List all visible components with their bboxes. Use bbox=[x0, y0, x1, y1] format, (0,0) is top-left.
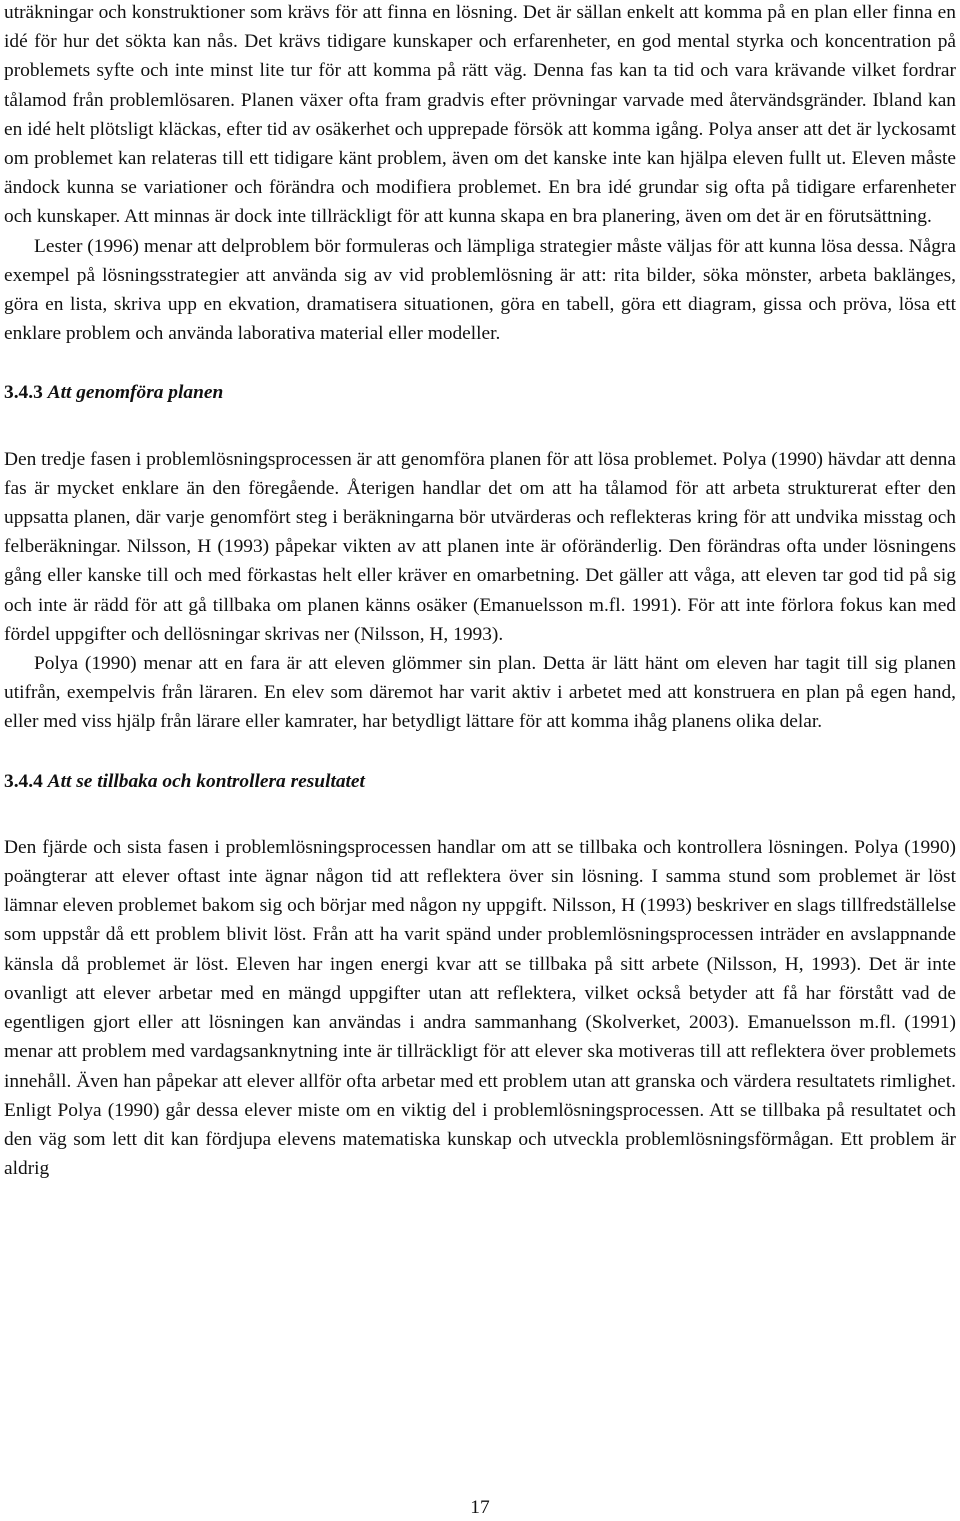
body-paragraph: uträkningar och konstruktioner som krävs för att finna en lösning. Det är sällan enkelt att komma på en plan eller finna en idé för hur det sökta kan nås. Det krävs tidigare kunskaper och erfarenheter, en god mental styrka och koncentration på problemets syfte och inte minst lite tur för att komma på rätt väg. Denna fas kan ta tid och vara krävande vilket fordrar tålamod från problemlösaren. Planen växer ofta fram gradvis efter prövningar varvade med återvändsgränder. Ibland kan en idé helt plötsligt kläckas, efter tid av osäkerhet och upprepade försök att komma igång. Polya anser att det är lyckosamt om problemet kan relateras till ett tidigare känt problem, även om det kanske inte kan hjälpa eleven fullt ut. Eleven måste ändock kunna se variationer och förändra och modifiera problemet. En bra idé grundar sig ofta på tidigare erfarenheter och kunskaper. Att minnas är dock inte tillräckligt för att kunna skapa en bra planering, även om det är en förutsättning. bbox=[4, 2, 956, 228]
section-title: Att genomföra planen bbox=[47, 382, 224, 404]
body-paragraph: Den tredje fasen i problemlösningsprocessen är att genomföra planen för att lösa problemet. Polya (1990) hävdar att denna fas är mycket enklare än den föregående. Återigen handlar det om att ha tålamod för att arbeta strukturerat efter den uppsatta planen, där varje genomfört steg i beräkningarna bör utvärderas och reflekteras kring för att undvika misstag och felberäkningar. Nilsson, H (1993) påpekar vikten av att planen inte är oföränderlig. Den förändras ofta under lösningens gång eller kanske till och med förkastas helt eller kräver en omarbetning. Det gäller att våga, att eleven tar god tid på sig och inte är rädd för att gå tillbaka om planen känns osäker (Emanuelsson m.fl. 1991). För att inte förlora fokus kan med fördel uppgifter och dellösningar skrivas ner (Nilsson, H, 1993). bbox=[4, 448, 956, 645]
body-paragraph: Den fjärde och sista fasen i problemlösningsprocessen handlar om att se tillbaka och kontrollera lösningen. Polya (1990) poängterar att elever oftast inte ägnar någon tid att reflektera över sin lösning. I samma stund som problemet är löst lämnar eleven problemet bakom sig och börjar med någon ny uppgift. Nilsson, H (1993) beskriver en slags tillfredställelse som uppstår då ett problem blivit löst. Från att ha varit spänd under problemlösningsprocessen inträder en avslappnande känsla då problemet är löst. Eleven har ingen energi kvar att se tillbaka på sitt arbete (Nilsson, H, 1993). Det är inte ovanligt att elever arbetar med en mängd uppgifter utan att reflektera, vilket också betyder att få har förstått vad de egentligen gjort eller att lösningen kan användas i andra sammanhang (Skolverket, 2003). Emanuelsson m.fl. (1991) menar att problem med vardagsanknytning inte är tillräckligt för att elever ska motiveras till att reflektera över problemets innehåll. Även han påpekar att elever allför ofta arbetar med ett problem utan att granska och värdera resultatets rimlighet. Enligt Polya (1990) går dessa elever miste om en viktig del i problemlösningsprocessen. Att se tillbaka på resultatet och den väg som lett dit kan fördjupa elevens matematiska kunskap och utveckla problemlösningsförmågan. Ett problem är aldrig bbox=[4, 836, 956, 1180]
section-title: Att se tillbaka och kontrollera resultatet bbox=[47, 770, 365, 792]
section-heading bbox=[4, 378, 956, 407]
section-heading bbox=[4, 767, 956, 796]
section-number: 3.4.3 bbox=[4, 382, 43, 404]
body-paragraph: Lester (1996) menar att delproblem bör formuleras och lämpliga strategier måste väljas för att kunna lösa dessa. Några exempel på lösningsstrategier att använda sig av vid problemlösning är att: rita bilder, söka mönster, arbeta baklänges, göra en lista, skriva upp en ekvation, dramatisera situationen, göra en tabell, göra ett diagram, gissa och pröva, lösa ett enklare problem och använda laborativa material eller modeller. bbox=[4, 235, 956, 345]
page-number: 17 bbox=[470, 1497, 490, 1518]
document-page bbox=[4, 0, 956, 1183]
body-paragraph: Polya (1990) menar att en fara är att eleven glömmer sin plan. Detta är lätt hänt om eleven har tagit till sig planen utifrån, exempelvis från läraren. En elev som däremot har varit aktiv i arbetet med att konstruera en plan på egen hand, eller med viss hjälp från lärare eller kamrater, har betydligt lättare för att komma ihåg planens olika delar. bbox=[4, 653, 956, 733]
section-number: 3.4.4 bbox=[4, 770, 43, 792]
